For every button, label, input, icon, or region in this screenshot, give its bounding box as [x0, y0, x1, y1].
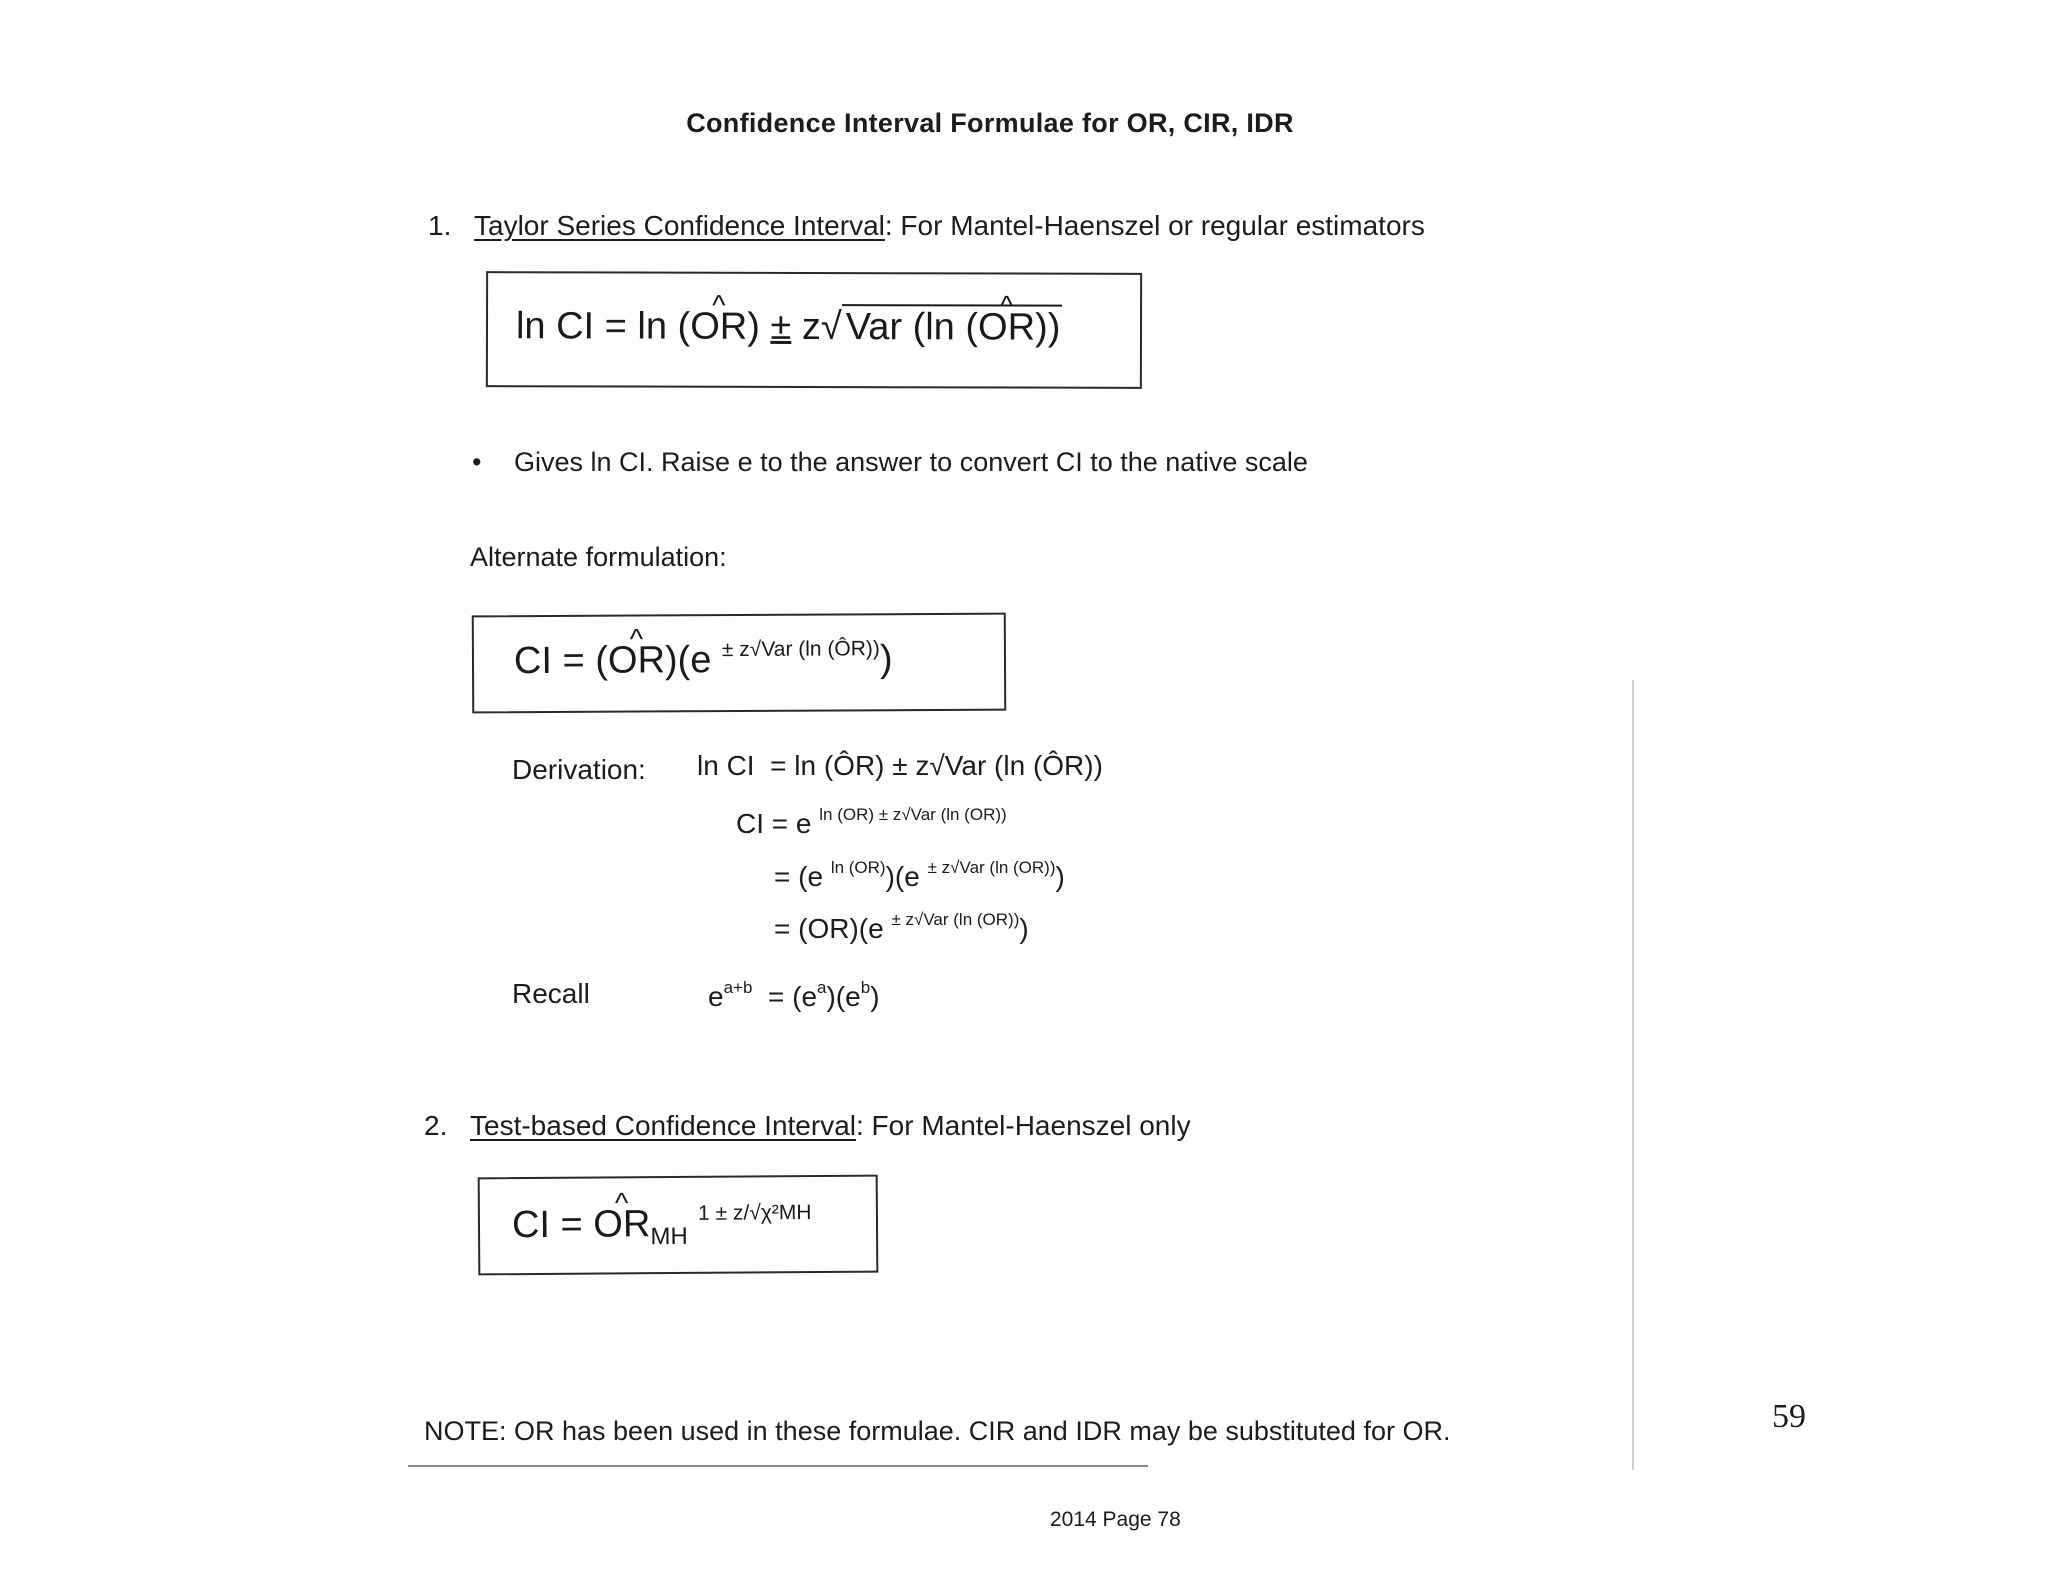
page-number: 59: [1772, 1398, 1806, 1435]
taylor-formula: ln CI = ln (^ OR) ± z√ Var (ln (^ OR)): [516, 303, 1062, 349]
test-based-formula: CI = ^ $OR_{MH}$ $^{1 \pm z/√\chi^2MH}$: [512, 1201, 812, 1252]
alternate-formula: CI = (^ OR)(e $^{\pm z√Var (ln (ÔR))}$): [514, 637, 893, 683]
alt-exponent: ± z√Var (ln (ÔR)): [721, 637, 880, 662]
derivation-line-1: ln CI = ln (ÔR) ± z√Var (ln (ÔR)): [697, 750, 1103, 781]
alternate-label: Alternate formulation:: [470, 542, 727, 572]
right-margin-rule: [1632, 680, 1634, 1470]
section-2-heading-line: [424, 1110, 1191, 1142]
bullet-text: Gives ln CI. Raise e to the answer to convert CI to the native scale: [514, 447, 1308, 477]
radical-sign: √: [820, 306, 842, 349]
section-1-heading: Taylor Series Confidence Interval: [474, 210, 885, 241]
bottom-rule: [408, 1465, 1148, 1467]
recall-label: Recall: [512, 978, 590, 1009]
section-1-heading-line: [428, 210, 1425, 242]
section-2-heading: Test-based Confidence Interval: [470, 1110, 856, 1141]
derivation-line-4: = (OR)(e $^{\pm z√Var (ln (OR))}$): [774, 910, 1029, 944]
section-2-description: : For Mantel-Haenszel only: [856, 1110, 1191, 1141]
or-hat: ^ OR: [690, 306, 747, 349]
section-1-number: 1.: [428, 210, 452, 241]
derivation-label: Derivation:: [512, 754, 646, 785]
alternate-formula-box: [472, 613, 1007, 714]
section-2-number: 2.: [424, 1110, 448, 1141]
page-title: Confidence Interval Formulae for OR, CIR, IDR: [686, 108, 1294, 138]
derivation-line-2: CI = e $^{ln (OR) \pm z√Var (ln (OR))}$: [736, 805, 1007, 839]
bullet-item: [472, 447, 1308, 478]
taylor-formula-box: [486, 271, 1142, 389]
derivation-line-3: = (e $^{ln (OR)}$)(e $^{\pm z√Var (ln (OR))}$): [774, 858, 1065, 892]
section-1-description: : For Mantel-Haenszel or regular estimators: [884, 210, 1425, 241]
test-based-formula-box: [478, 1175, 879, 1276]
bullet-dot: •: [472, 447, 482, 477]
footer-page-label: 2014 Page 78: [1050, 1508, 1181, 1531]
note-text: NOTE: OR has been used in these formulae. CIR and IDR may be substituted for OR.: [424, 1416, 1451, 1446]
recall-formula: $e^{a+b} = (e^a)(e^b)$: [708, 978, 880, 1012]
